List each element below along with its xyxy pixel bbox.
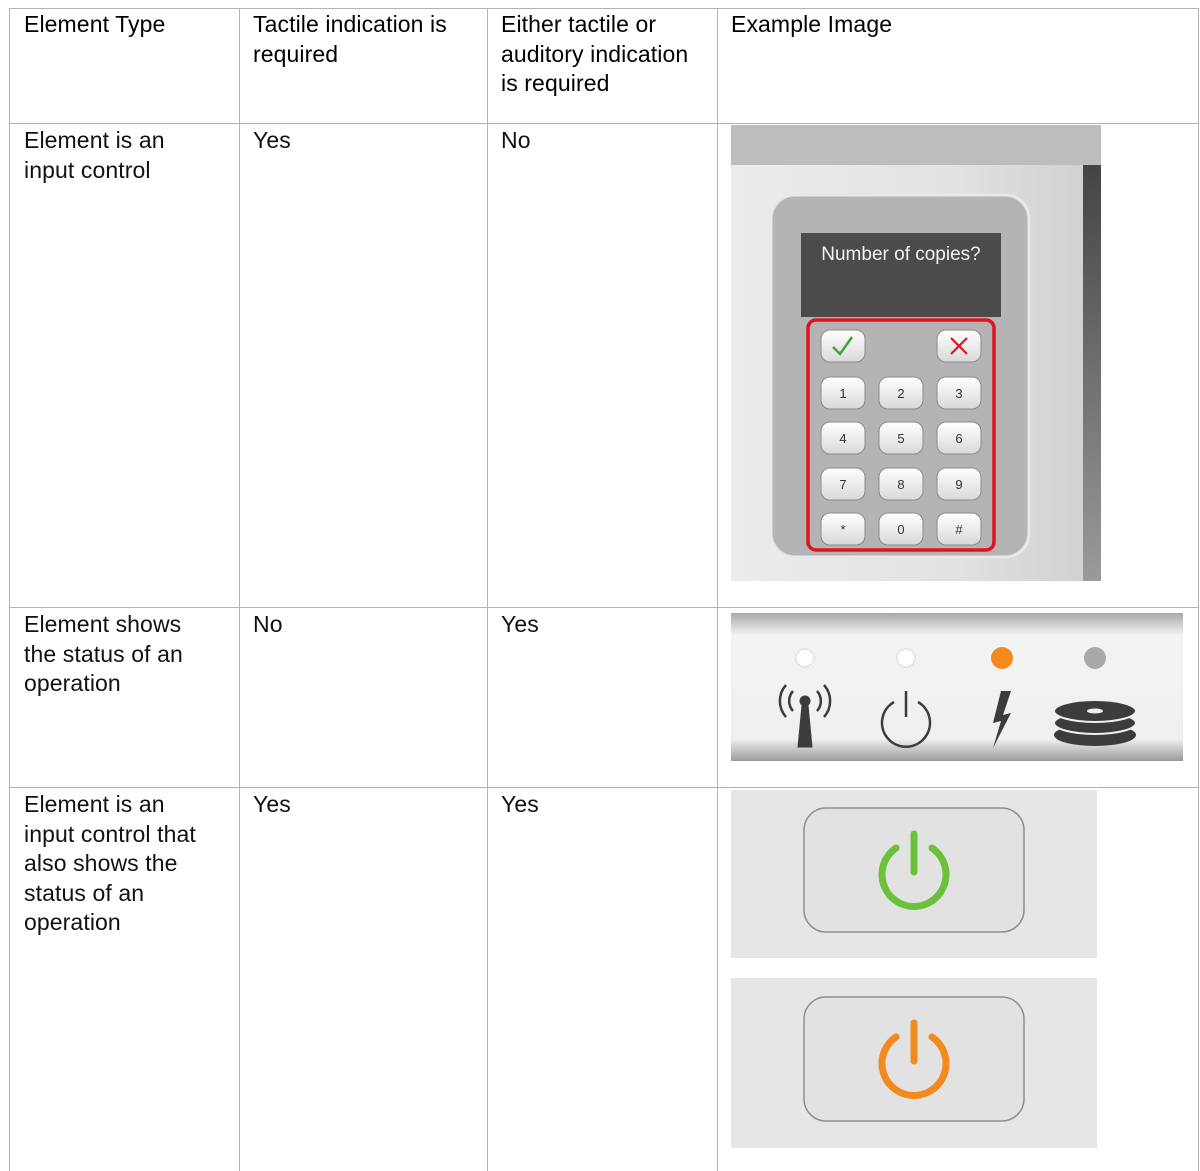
power-button-orange[interactable] bbox=[804, 997, 1024, 1121]
keypad-key[interactable] bbox=[879, 513, 923, 545]
keypad-key[interactable] bbox=[937, 513, 981, 545]
keypad-key-label: 3 bbox=[955, 386, 963, 401]
table-border-right bbox=[1198, 8, 1199, 1171]
keypad-key-label: 9 bbox=[955, 477, 963, 492]
element-type-cell: Element shows the status of an operation bbox=[24, 611, 183, 696]
tactile-cell: Yes bbox=[253, 791, 291, 817]
keypad-key-label: 5 bbox=[897, 431, 905, 446]
either-cell: Yes bbox=[501, 791, 539, 817]
keypad-key-label: 0 bbox=[897, 522, 905, 537]
confirm-key[interactable] bbox=[821, 330, 865, 362]
keypad-key-label: * bbox=[840, 522, 846, 537]
keypad-key-label: # bbox=[955, 522, 963, 537]
disk-stack-icon bbox=[1054, 700, 1136, 746]
column-header: Element Type bbox=[24, 11, 166, 37]
keypad-key-label: 8 bbox=[897, 477, 905, 492]
keypad-example-image bbox=[731, 125, 1101, 586]
power-buttons-example-image bbox=[731, 790, 1097, 1153]
keypad-key[interactable] bbox=[937, 468, 981, 500]
keypad-key-label: 4 bbox=[839, 431, 847, 446]
keypad-key[interactable] bbox=[879, 422, 923, 454]
column-divider bbox=[717, 8, 718, 1171]
keypad-key[interactable] bbox=[821, 468, 865, 500]
element-type-cell: Element is an input control that also shows the status of an operation bbox=[24, 791, 196, 935]
row-divider bbox=[9, 787, 1199, 788]
column-divider bbox=[487, 8, 488, 1171]
keypad-key[interactable] bbox=[937, 422, 981, 454]
either-cell: Yes bbox=[501, 611, 539, 637]
tactile-cell: Yes bbox=[253, 127, 291, 153]
power-button-green[interactable] bbox=[804, 808, 1024, 932]
row-divider bbox=[9, 607, 1199, 608]
column-divider bbox=[239, 8, 240, 1171]
led-light bbox=[897, 649, 915, 667]
keypad-key-label: 6 bbox=[955, 431, 963, 446]
led-light bbox=[796, 649, 814, 667]
keypad-key-label: 1 bbox=[839, 386, 847, 401]
keypad-key[interactable] bbox=[879, 468, 923, 500]
keypad-key-label: 7 bbox=[839, 477, 847, 492]
keypad-display-text: Number of copies? bbox=[821, 244, 981, 265]
led-light bbox=[1084, 647, 1106, 669]
element-type-cell: Element is an input control bbox=[24, 127, 165, 183]
column-header: Tactile indication is required bbox=[253, 11, 447, 67]
keypad-key[interactable] bbox=[821, 377, 865, 409]
table-border-left bbox=[9, 8, 10, 1171]
either-cell: No bbox=[501, 127, 531, 153]
keypad-key[interactable] bbox=[821, 513, 865, 545]
keypad-key[interactable] bbox=[937, 377, 981, 409]
cancel-key[interactable] bbox=[937, 330, 981, 362]
led-light bbox=[991, 647, 1013, 669]
tactile-cell: No bbox=[253, 611, 283, 637]
column-header: Example Image bbox=[731, 11, 893, 37]
column-header: Either tactile or auditory indication is required bbox=[501, 11, 689, 96]
status-lights-example-image bbox=[731, 613, 1183, 766]
keypad-key[interactable] bbox=[879, 377, 923, 409]
table-border-top bbox=[9, 8, 1199, 9]
requirements-table bbox=[9, 8, 1199, 1171]
keypad-key[interactable] bbox=[821, 422, 865, 454]
row-divider bbox=[9, 123, 1199, 124]
keypad-key-label: 2 bbox=[897, 386, 905, 401]
